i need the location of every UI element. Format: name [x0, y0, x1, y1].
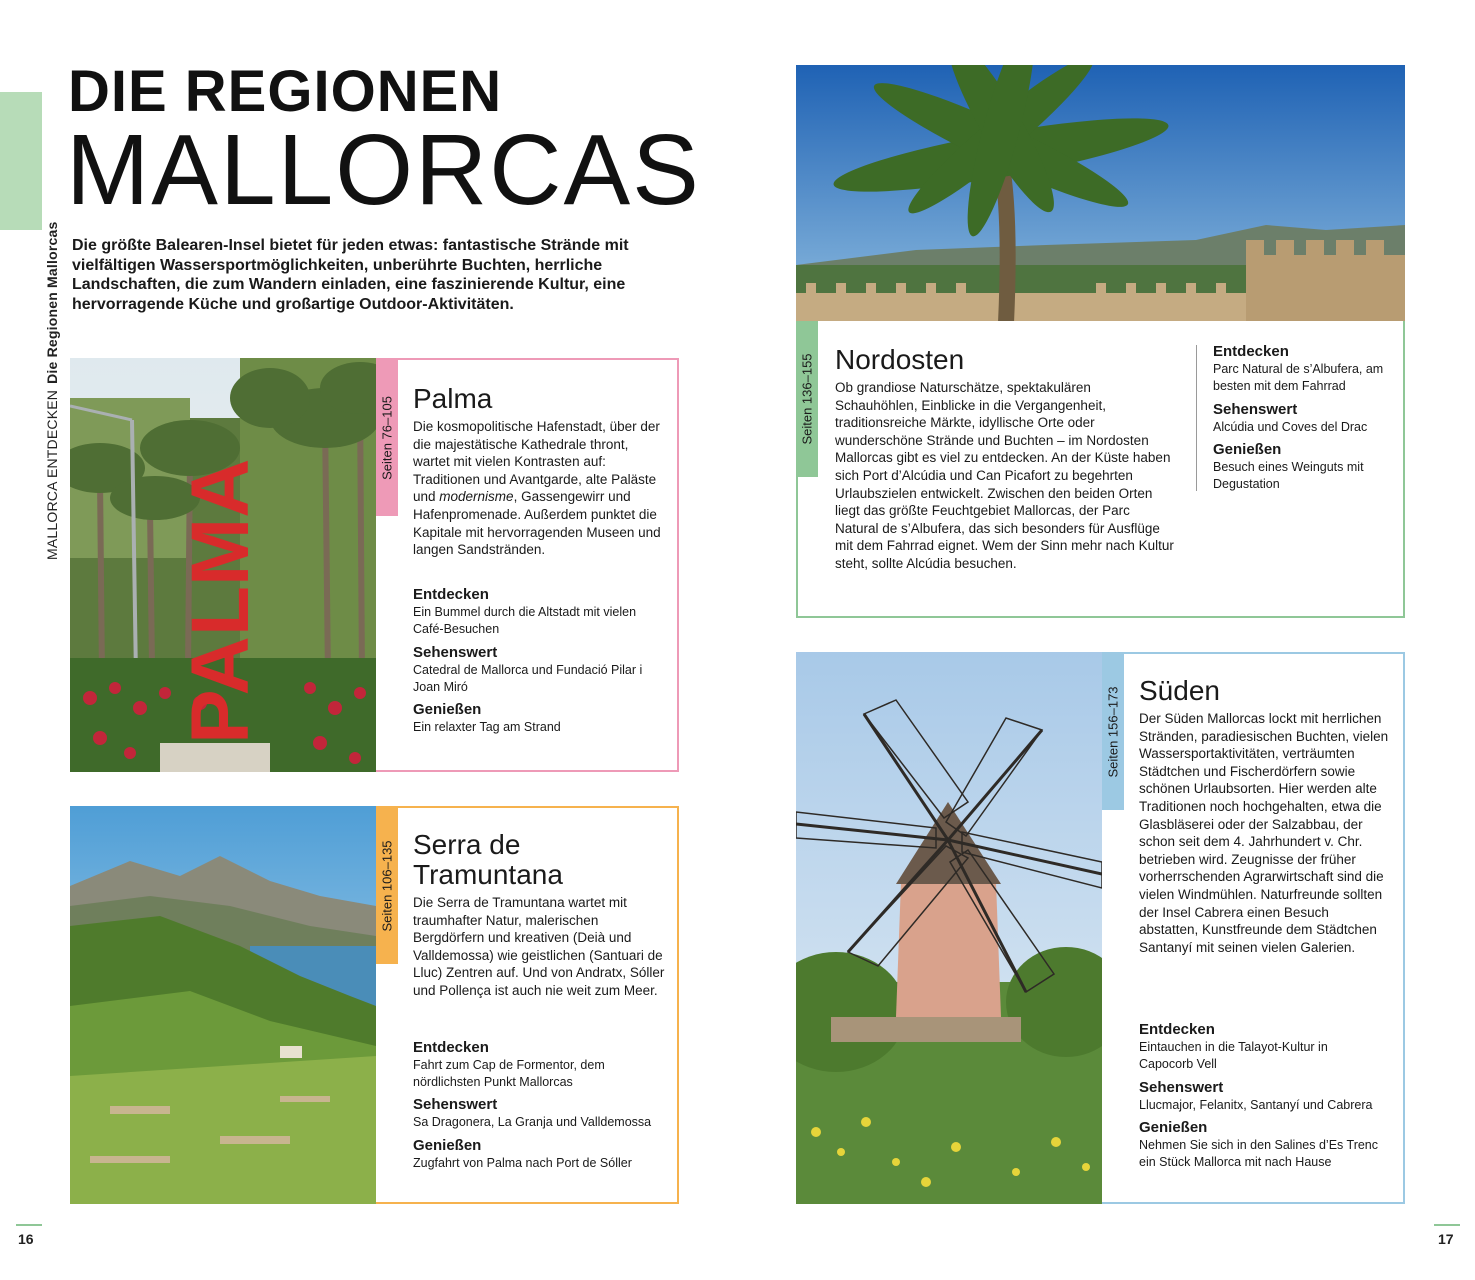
region-card-nordosten	[796, 321, 1405, 618]
tramuntana-pages: Seiten 106–135	[379, 840, 395, 932]
nordosten-sehenswert-heading: Sehenswert	[1213, 401, 1298, 418]
folio-right-rule	[1434, 1224, 1460, 1226]
running-header	[44, 222, 60, 560]
sueden-title: Süden	[1139, 675, 1220, 706]
nordosten-entdecken-text: Parc Natural de s’Albufera, am besten mit dem Fahrrad	[1213, 362, 1384, 393]
region-card-sueden	[796, 652, 1405, 1204]
running-header-chapter: Die Regionen Mallorcas	[44, 221, 60, 384]
tramuntana-photo	[70, 806, 376, 1204]
tramuntana-entdecken-heading: Entdecken	[413, 1039, 489, 1056]
nordosten-sehenswert-text: Alcúdia und Coves del Drac	[1213, 420, 1368, 434]
sueden-entdecken-heading: Entdecken	[1139, 1021, 1215, 1038]
running-header-section: MALLORCA ENTDECKEN	[44, 389, 60, 560]
intro-paragraph: Die größte Balearen-Insel bietet für jeden etwas: fantastische Strände mit vielfältigen Wassersportmöglichkeiten, unberührte Buchten, herrliche Landschaften, die zum Wandern einladen, eine faszinierende Kultur, eine hervorragende Küche und großartige Outdoor-Aktivitäten.	[72, 237, 629, 313]
region-card-palma	[70, 358, 679, 772]
nordosten-pages-tab	[796, 321, 818, 477]
sueden-geniessen-text: Nehmen Sie sich in den Salines d’Es Trenc ein Stück Mallorca mit nach Hause	[1139, 1138, 1379, 1169]
palma-sehenswert-heading: Sehenswert	[413, 644, 498, 661]
palma-pages: Seiten 76–105	[379, 396, 395, 480]
palma-sign: PALMA	[175, 458, 266, 744]
page-number-right: 17	[1438, 1231, 1454, 1247]
palma-sehenswert-text: Catedral de Mallorca und Fundació Pilar i Joan Miró	[413, 663, 643, 694]
tramuntana-pages-tab	[376, 808, 398, 964]
palma-geniessen-text: Ein relaxter Tag am Strand	[413, 720, 561, 734]
palma-photo	[70, 358, 376, 772]
palma-entdecken-heading: Entdecken	[413, 586, 489, 603]
palma-entdecken-text: Ein Bummel durch die Altstadt mit vielen Café-Besuchen	[413, 605, 637, 636]
palma-title: Palma	[413, 383, 493, 414]
sueden-sehenswert-heading: Sehenswert	[1139, 1079, 1224, 1096]
nordosten-geniessen-text: Besuch eines Weinguts mit Degustation	[1213, 460, 1364, 491]
tramuntana-sehenswert-text: Sa Dragonera, La Granja und Valldemossa	[413, 1115, 652, 1129]
page-title-line-1: DIE REGIONEN	[68, 59, 503, 124]
section-color-tab	[0, 92, 42, 230]
region-card-tramuntana	[70, 806, 679, 1204]
sueden-text: Der Süden Mallorcas lockt mit herrlichen Stränden, paradiesischen Buchten, vielen Wassersportaktivitäten, verträumten Städtchen und Fischerdörfern sowie schönen Urlaubsorten. Hier werden alte Traditionen noch hochgehalten, etwa die Glasbläserei oder der Salzabbau, der schon seit dem 4. Jahrhundert v. Chr. betrieben wird. Zeugnisse der früher vorherrschenden Agrarwirtschaft sind die vielen Windmühlen. Naturfreunde sollten der Insel Cabrera einen Besuch abstatten, Kunstfreunde dem Städtchen Santanyí mit seinen vielen Galerien.	[1139, 711, 1389, 955]
nordosten-text: Ob grandiose Naturschätze, spektakulären Schauhöhlen, Einblicke in die Vergangenheit, traditionsreiche Märkte, idyllische Orte oder wunderschöne Strände und Buchten – im Nordosten Mallorcas gibt es viel zu entdecken. An der Küste haben sich Port d’Alcúdia und Can Picafort zu begehrten Urlaubszielen entwickelt. Zwischen den beiden Orten liegt das größte Feuchtgebiet Mallorcas, der Parc Natural de s’Albufera, das sich besonders für Ausflüge mit dem Fahrrad eignet. Wem der Sinn mehr nach Kultur steht, sollte Alcúdia besuchen.	[835, 380, 1174, 571]
palma-pages-tab	[376, 360, 398, 516]
tramuntana-geniessen-heading: Genießen	[413, 1137, 482, 1154]
sueden-entdecken-text: Eintauchen in die Talayot-Kultur in Capocorb Vell	[1139, 1040, 1328, 1071]
sueden-pages-tab	[1102, 654, 1124, 810]
palma-text: Die kosmopolitische Hafenstadt, über der die majestätische Kathedrale thront, wartet mit vielen Kontrasten auf: Traditionen und Avantgarde, alte Paläste und modernisme, Gassengewirr und Hafenpromenade. Außerdem punktet die Kapitale mit hervorragenden Museen und langen Sandstränden.	[413, 419, 661, 558]
folio-left-rule	[16, 1224, 42, 1226]
sueden-photo	[796, 652, 1102, 1204]
nordosten-pages: Seiten 136–155	[799, 353, 815, 445]
nordosten-entdecken-heading: Entdecken	[1213, 343, 1289, 360]
palma-geniessen-heading: Genießen	[413, 701, 482, 718]
tramuntana-sehenswert-heading: Sehenswert	[413, 1096, 498, 1113]
sueden-pages: Seiten 156–173	[1105, 686, 1121, 778]
page-title-line-2: MALLORCAS	[66, 114, 701, 226]
nordosten-divider	[1196, 345, 1197, 491]
nordosten-geniessen-heading: Genießen	[1213, 441, 1282, 458]
tramuntana-geniessen-text: Zugfahrt von Palma nach Port de Sóller	[413, 1156, 632, 1170]
sueden-sehenswert-text: Llucmajor, Felanitx, Santanyí und Cabrera	[1139, 1098, 1373, 1112]
nordosten-photo	[796, 65, 1405, 323]
tramuntana-entdecken-text: Fahrt zum Cap de Formentor, dem nördlichsten Punkt Mallorcas	[413, 1058, 605, 1089]
tramuntana-title: Serra de Tramuntana	[413, 829, 563, 890]
nordosten-title: Nordosten	[835, 344, 965, 375]
sueden-geniessen-heading: Genießen	[1139, 1119, 1208, 1136]
tramuntana-text: Die Serra de Tramuntana wartet mit traumhafter Natur, malerischen Bergdörfern und kreativen (Deià und Valldemossa) wie geistlichen (Santuari de Lluc) Zentren auf. Und von Andratx, Sóller und Pollença ist auch nie weit zum Meer.	[413, 895, 665, 998]
page-number-left: 16	[18, 1231, 34, 1247]
